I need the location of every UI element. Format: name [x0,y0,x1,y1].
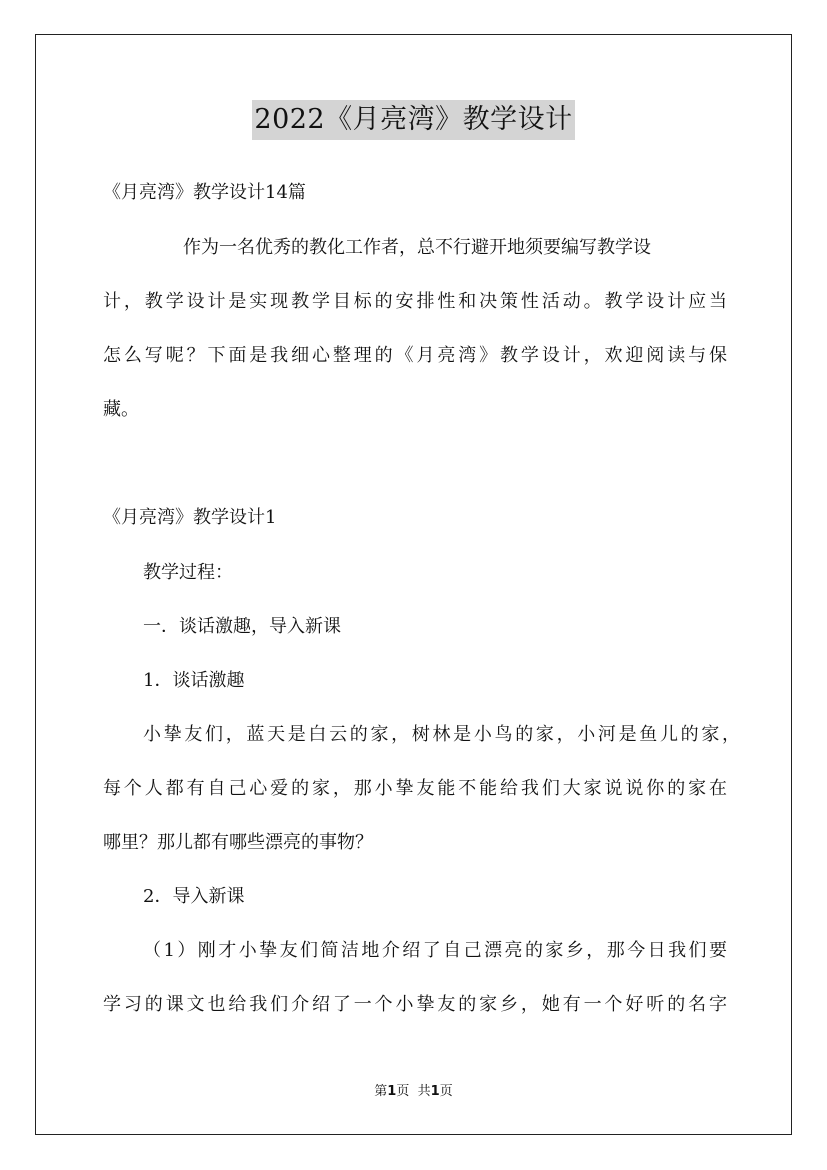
intro-line-3: 怎么写呢？下面是我细心整理的《月亮湾》教学设计，欢迎阅读与保 [103,345,727,366]
document-title: 2022《月亮湾》教学设计 [252,100,574,140]
step-one-heading: 一．谈话激趣，导入新课 [143,616,341,637]
footer-page-prefix: 第 [374,1084,388,1099]
footer-page-number: 1 [387,1084,397,1099]
subtitle-line: 《月亮湾》教学设计14篇 [103,182,306,203]
body-line-4: （1）刚才小挚友们简洁地介绍了自己漂亮的家乡，那今日我们要 [143,940,727,961]
step-1-1-heading: 1．谈话激趣 [143,670,245,691]
intro-line-4: 藏。 [103,399,139,420]
body-line-5: 学习的课文也给我们介绍了一个小挚友的家乡，她有一个好听的名字 [103,994,727,1015]
page-footer [0,1083,827,1101]
intro-line-1: 作为一名优秀的教化工作者，总不行避开地须要编写教学设 [183,237,651,258]
section-heading: 《月亮湾》教学设计1 [103,507,277,528]
footer-page-suffix: 页 [396,1084,410,1099]
body-line-1: 小挚友们，蓝天是白云的家，树林是小鸟的家，小河是鱼儿的家， [143,724,740,745]
step-1-2-heading: 2．导入新课 [143,886,245,907]
footer-total-prefix: 共 [417,1084,431,1099]
body-line-2: 每个人都有自己心爱的家，那小挚友能不能给我们大家说说你的家在 [103,778,727,799]
intro-line-2: 计，教学设计是实现教学目标的安排性和决策性活动。教学设计应当 [103,291,727,312]
footer-total-suffix: 页 [439,1084,453,1099]
body-line-3: 哪里？那儿都有哪些漂亮的事物？ [103,832,373,853]
title-container [0,100,827,140]
footer-total-number: 1 [430,1084,440,1099]
process-heading: 教学过程： [143,562,233,583]
